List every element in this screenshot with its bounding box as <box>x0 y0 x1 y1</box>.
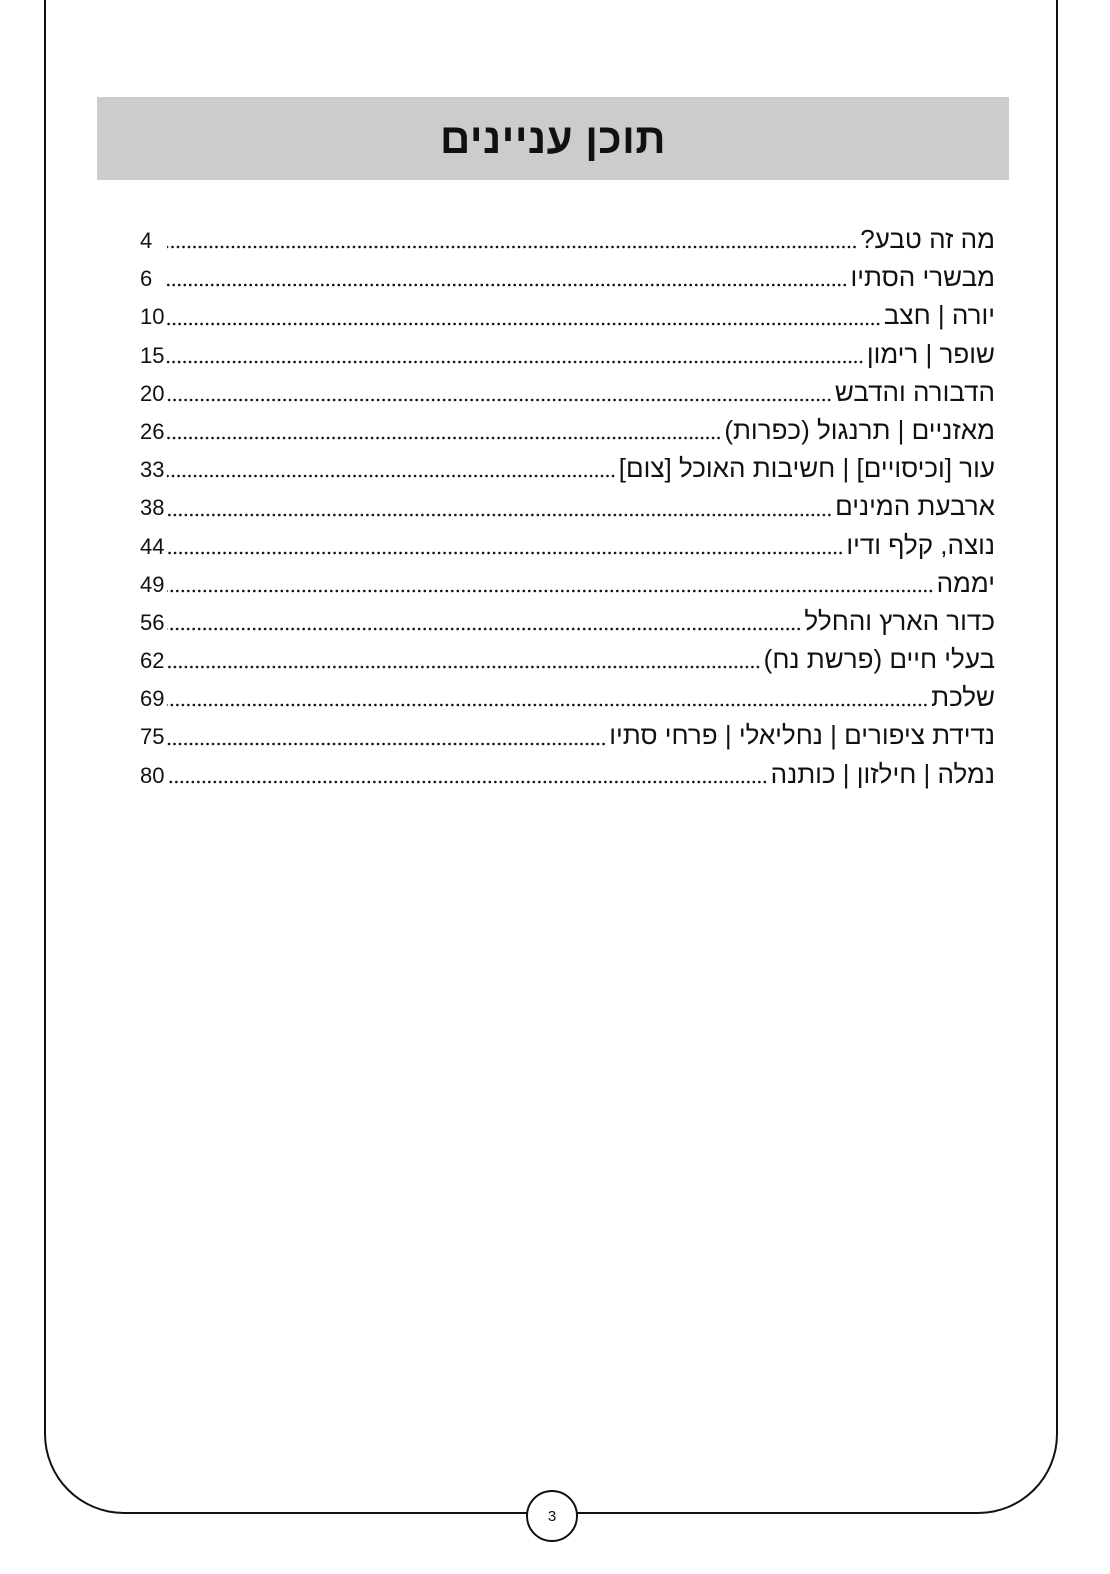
toc-entry[interactable] <box>140 373 995 411</box>
table-of-contents <box>140 220 995 793</box>
toc-entry[interactable] <box>140 716 995 754</box>
dot-leader <box>167 267 848 287</box>
toc-entry-title: מה זה טבע? <box>860 224 995 254</box>
toc-entry-title: מאזניים | תרנגול (כפרות) <box>724 414 995 445</box>
toc-entry[interactable] <box>140 220 995 258</box>
toc-entry-title: יממה <box>936 567 995 598</box>
dot-leader <box>167 420 721 440</box>
toc-entry-title: יורה | חצב <box>883 300 995 331</box>
toc-entry-page: 20 <box>140 380 165 406</box>
page-number: 3 <box>547 1507 557 1525</box>
dot-leader <box>167 687 928 707</box>
toc-entry-page: 15 <box>140 342 165 368</box>
dot-leader <box>167 229 857 249</box>
dot-leader <box>167 306 881 326</box>
toc-entry-title: כדור הארץ והחלל <box>804 605 995 636</box>
toc-entry[interactable] <box>140 411 995 449</box>
toc-entry-page: 33 <box>140 457 165 483</box>
toc-entry[interactable] <box>140 526 995 564</box>
toc-entry-title: נוצה, קלף ודיו <box>846 529 995 560</box>
dot-leader <box>167 344 864 364</box>
toc-entry-page: 56 <box>140 609 165 635</box>
dot-leader <box>167 726 606 746</box>
toc-entry-page: 38 <box>140 495 165 521</box>
toc-entry[interactable] <box>140 258 995 296</box>
toc-entry-page: 26 <box>140 418 165 444</box>
toc-entry[interactable] <box>140 487 995 525</box>
toc-entry-page: 69 <box>140 686 165 712</box>
page-title: תוכן עניינים <box>439 114 666 162</box>
toc-entry-page: 10 <box>140 304 165 330</box>
title-banner <box>97 97 1009 180</box>
toc-entry-page: 49 <box>140 571 165 597</box>
toc-entry-title: הדבורה והדבש <box>834 376 995 407</box>
dot-leader <box>167 764 768 784</box>
toc-entry-page: 4 <box>140 228 153 253</box>
toc-entry-page: 75 <box>140 724 165 750</box>
toc-entry-title: שלכת <box>931 682 995 713</box>
toc-entry[interactable] <box>140 602 995 640</box>
toc-entry-page: 44 <box>140 533 165 559</box>
toc-entry[interactable] <box>140 755 995 793</box>
dot-leader <box>167 382 832 402</box>
toc-entry-page: 6 <box>140 266 153 292</box>
page-number-badge <box>526 1490 578 1542</box>
toc-entry[interactable] <box>140 296 995 334</box>
toc-entry-title: נמלה | חילזון | כותנה <box>770 758 995 789</box>
toc-entry[interactable] <box>140 449 995 487</box>
dot-leader <box>167 497 832 517</box>
toc-entry-title: עור [וכיסויים] | חשיבות האוכל [צום] <box>618 453 995 484</box>
toc-entry-page: 80 <box>140 762 165 788</box>
dot-leader <box>167 458 616 478</box>
dot-leader <box>167 649 761 669</box>
toc-entry-title: מבשרי הסתיו <box>850 262 995 293</box>
dot-leader <box>167 573 934 593</box>
dot-leader <box>167 535 843 555</box>
toc-entry-title: נדידת ציפורים | נחליאלי | פרחי סתיו <box>609 720 995 751</box>
toc-entry-title: שופר | רימון <box>866 338 995 369</box>
toc-entry[interactable] <box>140 335 995 373</box>
toc-entry[interactable] <box>140 564 995 602</box>
toc-entry-title: בעלי חיים (פרשת נח) <box>763 644 995 675</box>
toc-entry-title: ארבעת המינים <box>835 491 995 522</box>
toc-entry[interactable] <box>140 640 995 678</box>
toc-entry[interactable] <box>140 678 995 716</box>
toc-entry-page: 62 <box>140 648 165 674</box>
dot-leader <box>167 611 801 631</box>
